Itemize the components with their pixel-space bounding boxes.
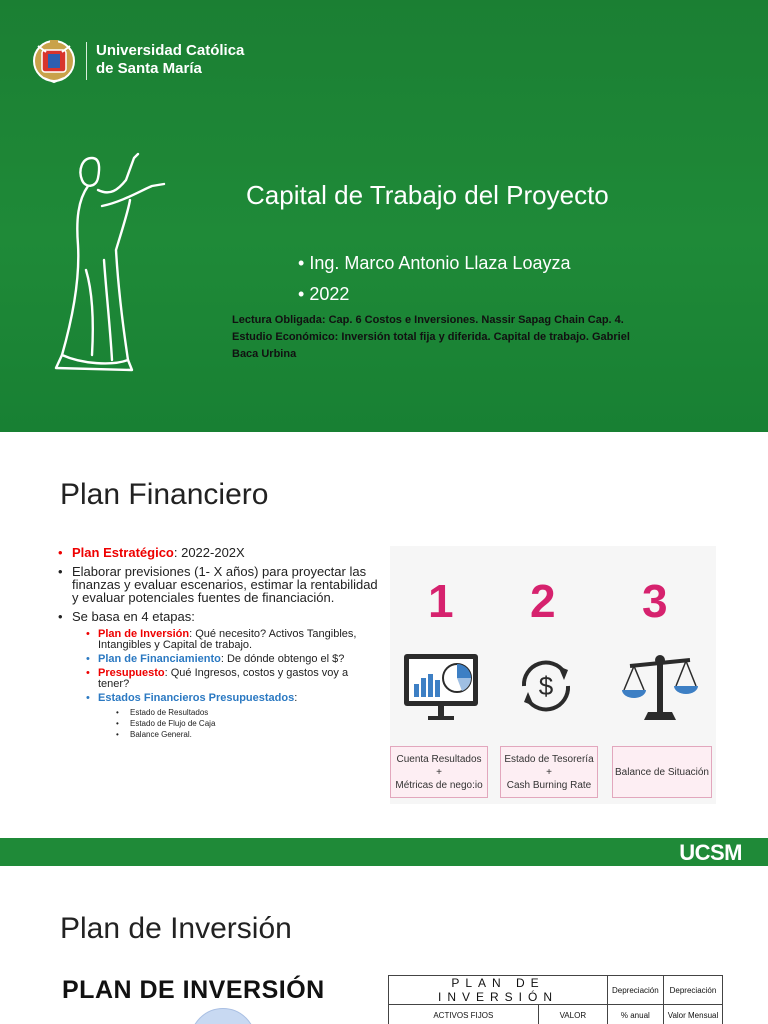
info-box-line: Cash Burning Rate: [506, 779, 592, 791]
bullet-list: [58, 546, 378, 740]
sub-item-label: Plan de Inversión: [98, 628, 190, 640]
sub-item-text: : Qué necesito? Activos Tangibles, Intangibles y Capital de trabajo.: [98, 628, 357, 651]
info-box-line: Estado de Tesorería: [504, 753, 594, 765]
balance-scale-icon: [620, 650, 700, 722]
step-number: 3: [642, 575, 668, 627]
infographic-panel: [390, 546, 716, 804]
table-row: [389, 1005, 723, 1024]
university-line1: Universidad Católica: [96, 42, 245, 59]
info-box-line: +: [436, 766, 442, 778]
sub-sub-item: • Estado de Resultados: [116, 707, 378, 718]
university-name: [96, 42, 244, 78]
required-reading: Lectura Obligada: Cap. 6 Costos e Inversiones. Nassir Sapag Chain Cap. 4. Estudio Económico: Inversión total fija y diferida. Capital de trabajo. Gabriel Baca Urbina: [232, 314, 630, 360]
brand-logo: UCSM: [679, 840, 742, 865]
plan-financiero-slide: [0, 434, 768, 866]
svg-text:$: $: [538, 671, 554, 701]
dollar-cycle-icon: [510, 650, 582, 722]
year: • 2022: [298, 279, 570, 310]
plan-estrategico-value: : 2022-202X: [173, 545, 245, 560]
info-box: [612, 746, 712, 798]
info-box-line: +: [546, 766, 552, 778]
sub-item-label: Estados Financieros Presupuestados: [98, 692, 295, 704]
slide-heading: Plan de Inversión: [60, 912, 292, 945]
plan-estrategico-label: Plan Estratégico: [72, 545, 174, 560]
sub-item: [86, 668, 378, 690]
list-item: • Se basa en 4 etapas:: [58, 610, 378, 623]
title-slide: [0, 0, 768, 432]
sub-item-text: : De dónde obtengo el $?: [220, 653, 345, 665]
table-cell: Valor Mensual: [663, 1005, 723, 1024]
plan-inversion-slide: [0, 868, 768, 1024]
sub-item-text: : Qué Ingresos, costos y gastos voy a tener?: [98, 667, 349, 690]
sub-item: [86, 654, 378, 665]
logo-divider: [86, 42, 87, 80]
table-title: PLAN DE INVERSIÓN: [389, 976, 608, 1005]
sub-item-text: :: [294, 692, 298, 704]
sub-item-label: Plan de Financiamiento: [98, 653, 221, 665]
sub-item: [86, 693, 378, 704]
info-box-line: Balance de Situación: [615, 766, 709, 778]
slide-heading: Plan Financiero: [60, 478, 269, 511]
info-box-line: Cuenta Resultados: [396, 753, 482, 765]
table-cell: % anual: [608, 1005, 664, 1024]
investment-table: [388, 975, 723, 1024]
sub-sub-item: • Balance General.: [116, 729, 378, 740]
sub-item: [86, 629, 378, 651]
presenter-list: [298, 248, 570, 310]
list-item: [58, 546, 378, 559]
decorative-circle: [190, 1008, 256, 1024]
slide-title: Capital de Trabajo del Proyecto: [246, 180, 609, 210]
footer-bar: [0, 838, 768, 866]
statue-icon: [52, 150, 172, 375]
table-row: [389, 976, 723, 1005]
sub-sub-item: • Estado de Flujo de Caja: [116, 718, 378, 729]
table-cell: VALOR: [538, 1005, 607, 1024]
university-line2: de Santa María: [96, 60, 202, 77]
info-box: [500, 746, 598, 798]
table-cell: ACTIVOS FIJOS: [389, 1005, 539, 1024]
university-crest-icon: [28, 34, 80, 86]
list-item: • Elaborar previsiones (1- X años) para proyectar las finanzas y evaluar escenarios, estimar la rentabilidad y evaluar potenciales fuentes de financiación.: [58, 565, 378, 604]
sub-item-label: Presupuesto: [98, 667, 165, 679]
monitor-chart-icon: [402, 652, 480, 724]
info-box-line: Métricas de nego:io: [395, 779, 483, 791]
table-header: Depreciación: [608, 976, 664, 1005]
table-header: Depreciación: [663, 976, 723, 1005]
presenter-name: • Ing. Marco Antonio Llaza Loayza: [298, 248, 570, 279]
step-number: 1: [428, 575, 454, 627]
step-number: 2: [530, 575, 556, 627]
info-box: [390, 746, 488, 798]
plan-inversion-graphic-title: PLAN DE INVERSIÓN: [62, 976, 325, 1004]
